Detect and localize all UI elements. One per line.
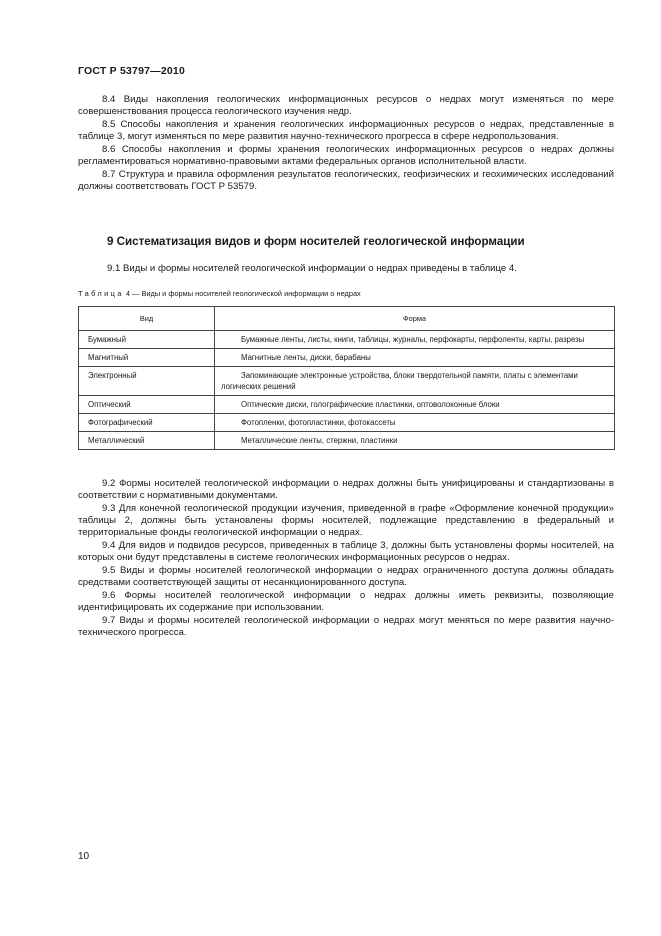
paragraph-9-6: 9.6 Формы носителей геологической информации о недрах должны иметь реквизиты, позволяющие идентифицировать их содержание при использовании. xyxy=(78,590,614,614)
paragraph-9-7: 9.7 Виды и формы носителей геологической информации о недрах могут меняться по мере развития научно-технического прогресса. xyxy=(78,615,614,639)
paragraph-8-6: 8.6 Способы накопления и формы хранения геологических информационных ресурсов о недрах должны регламентироваться нормативно-правовыми актами федеральных органов исполнительной власти. xyxy=(78,144,614,168)
table-cell-form: Запоминающие электронные устройства, блоки твердотельной памяти, платы с элементами логических решений xyxy=(215,367,615,396)
section-9-text xyxy=(78,478,614,640)
page-number: 10 xyxy=(78,851,90,862)
paragraph-9-1: 9.1 Виды и формы носителей геологической информации о недрах приведены в таблице 4. xyxy=(107,263,517,274)
paragraph-8-5: 8.5 Способы накопления и хранения геологических информационных ресурсов о недрах, представленные в таблице 3, могут изменяться по мере развития научно-технического прогресса в сфере недропользования. xyxy=(78,119,614,143)
table-cell-type: Магнитный xyxy=(79,349,215,367)
paragraph-9-3: 9.3 Для конечной геологической продукции изучения, приведенной в графе «Оформление конечной продукции» таблицы 2, должны быть установлены формы носителей, подлежащие представлению в федеральный и территориальные фонды геологической информации о недрах. xyxy=(78,503,614,539)
paragraph-8-7: 8.7 Структура и правила оформления результатов геологических, геофизических и геохимических исследований должны соответствовать ГОСТ Р 53579. xyxy=(78,169,614,193)
table-caption xyxy=(78,289,361,298)
table-row xyxy=(79,367,615,396)
paragraph-9-5: 9.5 Виды и формы носителей геологической информации о недрах ограниченного доступа должны обладать средствами соответствующей защиты от несанкционированного доступа. xyxy=(78,565,614,589)
table-cell-type: Металлический xyxy=(79,432,215,450)
table-cell-form: Бумажные ленты, листы, книги, таблицы, журналы, перфокарты, перфоленты, карты, разрезы xyxy=(215,331,615,349)
paragraph-9-2: 9.2 Формы носителей геологической информации о недрах должны быть унифицированы и стандартизованы в соответствии с нормативными документами. xyxy=(78,478,614,502)
table-row xyxy=(79,349,615,367)
table-caption-label: Таблица xyxy=(78,289,124,298)
section-8-text xyxy=(78,94,614,194)
table-cell-form: Магнитные ленты, диски, барабаны xyxy=(215,349,615,367)
paragraph-9-4: 9.4 Для видов и подвидов ресурсов, приведенных в таблице 3, должны быть установлены формы носителей, на которых они будут представлены в системе геологических информационных ресурсов о недрах. xyxy=(78,540,614,564)
table-header-row xyxy=(79,307,615,331)
table-cell-type: Фотографический xyxy=(79,414,215,432)
table-row xyxy=(79,414,615,432)
table-cell-type: Электронный xyxy=(79,367,215,396)
column-header-form: Форма xyxy=(215,307,615,331)
column-header-type: Вид xyxy=(79,307,215,331)
paragraph-8-4: 8.4 Виды накопления геологических информационных ресурсов о недрах могут изменяться по мере совершенствования процесса геологического изучения недр. xyxy=(78,94,614,118)
table-row xyxy=(79,432,615,450)
table-cell-form: Оптические диски, голографические пластинки, оптоволоконные блоки xyxy=(215,396,615,414)
table-cell-type: Оптический xyxy=(79,396,215,414)
table-row xyxy=(79,396,615,414)
media-types-table xyxy=(78,306,615,450)
document-header: ГОСТ Р 53797—2010 xyxy=(78,65,186,77)
table-caption-text: 4 — Виды и формы носителей геологической информации о недрах xyxy=(125,289,361,298)
table-cell-type: Бумажный xyxy=(79,331,215,349)
table-cell-form: Металлические ленты, стержни, пластинки xyxy=(215,432,615,450)
table-cell-form: Фотопленки, фотопластинки, фотокассеты xyxy=(215,414,615,432)
section-9-title: 9 Систематизация видов и форм носителей геологической информации xyxy=(107,235,525,248)
table-row xyxy=(79,331,615,349)
